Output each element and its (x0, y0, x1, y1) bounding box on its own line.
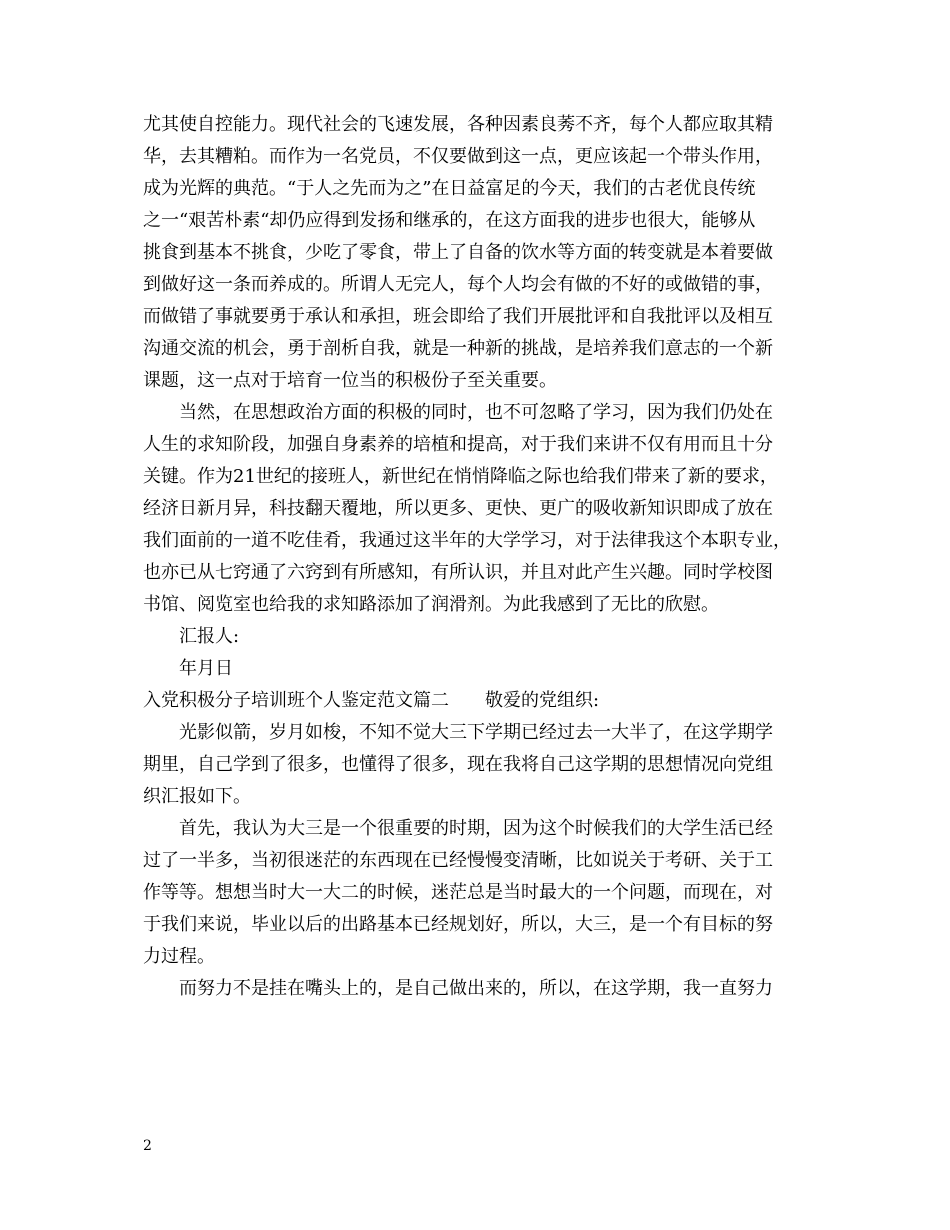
text-line: 华，去其糟粕。而作为一名党员，不仅要做到这一点，更应该起一个带头作用， (143, 146, 773, 167)
text-line: 光影似箭，岁月如梭，不知不觉大三下学期已经过去一大半了，在这学期学 (179, 722, 773, 743)
text-line: 力过程。 (143, 946, 215, 967)
text-line: 课题，这一点对于培育一位当的积极份子至关重要。 (143, 370, 557, 391)
page-number: 2 (143, 1138, 152, 1154)
text-line: 书馆、阅览室也给我的求知路添加了润滑剂。为此我感到了无比的欣慰。 (143, 594, 719, 615)
text-line: 年月日 (179, 658, 233, 679)
text-line: 作等等。想想当时大一大二的时候，迷茫总是当时最大的一个问题，而现在，对 (143, 882, 773, 903)
text-line: 期里，自己学到了很多，也懂得了很多，现在我将自己这学期的思想情况向党组 (143, 754, 773, 775)
text-line: 沟通交流的机会，勇于剖析自我，就是一种新的挑战，是培养我们意志的一个新 (143, 338, 773, 359)
text-line: 也亦已从七窍通了六窍到有所感知，有所认识，并且对此产生兴趣。同时学校图 (143, 562, 773, 583)
document-body (143, 109, 823, 1005)
text-line: 入党积极分子培训班个人鉴定范文篇二 敬爱的党组织: (143, 690, 600, 711)
text-line: 织汇报如下。 (143, 786, 251, 807)
text-line: 汇报人: (179, 626, 240, 647)
text-line: 人生的求知阶段，加强自身素养的培植和提高，对于我们来讲不仅有用而且十分 (143, 434, 773, 455)
text-line: 当然，在思想政治方面的积极的同时，也不可忽略了学习，因为我们仍处在 (179, 402, 773, 423)
text-line: 尤其使自控能力。现代社会的飞速发展，各种因素良莠不齐，每个人都应取其精 (143, 114, 773, 135)
text-line: 而努力不是挂在嘴头上的，是自己做出来的，所以，在这学期，我一直努力 (179, 978, 773, 999)
text-line: 我们面前的一道不吃佳肴，我通过这半年的大学学习，对于法律我这个本职专业， (143, 530, 791, 551)
text-line: 成为光辉的典范。“于人之先而为之”在日益富足的今天，我们的古老优良传统 (143, 178, 756, 199)
text-line: 挑食到基本不挑食，少吃了零食，带上了自备的饮水等方面的转变就是本着要做 (143, 242, 773, 263)
text-line: 经济日新月异，科技翻天覆地，所以更多、更快、更广的吸收新知识即成了放在 (143, 498, 773, 519)
text-line: 而做错了事就要勇于承认和承担，班会即给了我们开展批评和自我批评以及相互 (143, 306, 773, 327)
text-line: 于我们来说，毕业以后的出路基本已经规划好，所以，大三，是一个有目标的努 (143, 914, 773, 935)
text-line: 关键。作为21世纪的接班人，新世纪在悄悄降临之际也给我们带来了新的要求， (143, 466, 778, 487)
text-line: 过了一半多，当初很迷茫的东西现在已经慢慢变清晰，比如说关于考研、关于工 (143, 850, 773, 871)
text-line: 到做好这一条而养成的。所谓人无完人，每个人均会有做的不好的或做错的事， (143, 274, 773, 295)
text-line: 之一“艰苦朴素“却仍应得到发扬和继承的，在这方面我的进步也很大，能够从 (143, 210, 756, 231)
text-line: 首先，我认为大三是一个很重要的时期，因为这个时候我们的大学生活已经 (179, 818, 773, 839)
